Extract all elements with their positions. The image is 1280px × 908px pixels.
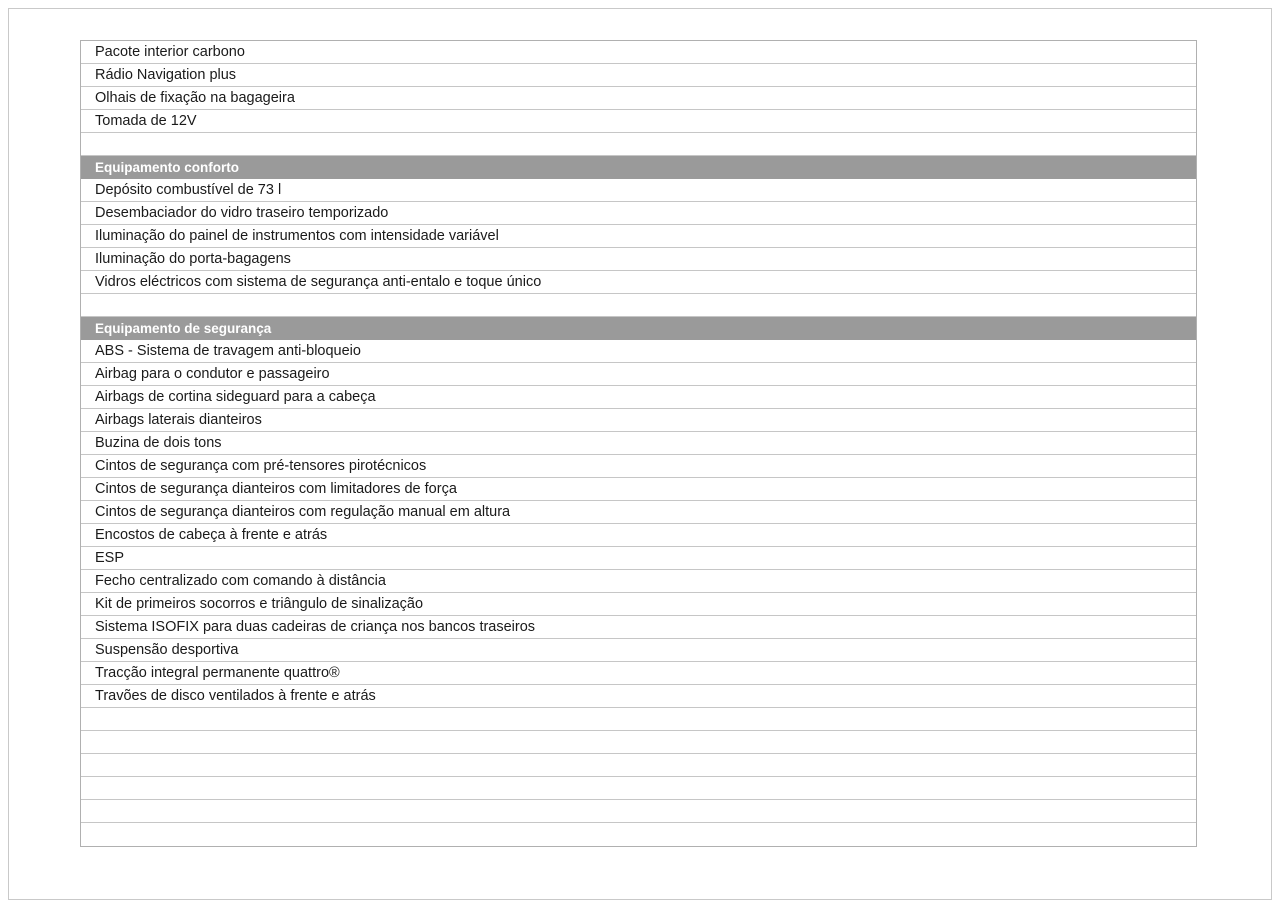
- equipment-list-table: [80, 40, 1197, 847]
- empty-row: [81, 708, 1196, 731]
- table-row: Kit de primeiros socorros e triângulo de sinalização: [81, 593, 1196, 616]
- table-row: Vidros eléctricos com sistema de segurança anti-entalo e toque único: [81, 271, 1196, 294]
- table-row: Desembaciador do vidro traseiro temporizado: [81, 202, 1196, 225]
- table-row: Pacote interior carbono: [81, 41, 1196, 64]
- table-row: Iluminação do porta-bagagens: [81, 248, 1196, 271]
- table-row: Suspensão desportiva: [81, 639, 1196, 662]
- table-row: Airbags de cortina sideguard para a cabeça: [81, 386, 1196, 409]
- table-row: Olhais de fixação na bagageira: [81, 87, 1196, 110]
- empty-row: [81, 754, 1196, 777]
- section-header: Equipamento conforto: [81, 156, 1196, 179]
- table-row: Depósito combustível de 73 l: [81, 179, 1196, 202]
- empty-row: [81, 800, 1196, 823]
- table-row: Buzina de dois tons: [81, 432, 1196, 455]
- table-row: Iluminação do painel de instrumentos com intensidade variável: [81, 225, 1196, 248]
- table-row: Fecho centralizado com comando à distância: [81, 570, 1196, 593]
- empty-row: [81, 777, 1196, 800]
- empty-row: [81, 823, 1196, 846]
- table-row: Tracção integral permanente quattro®: [81, 662, 1196, 685]
- table-row: Cintos de segurança com pré-tensores pirotécnicos: [81, 455, 1196, 478]
- table-row: Sistema ISOFIX para duas cadeiras de criança nos bancos traseiros: [81, 616, 1196, 639]
- section-header: Equipamento de segurança: [81, 317, 1196, 340]
- table-row: Travões de disco ventilados à frente e atrás: [81, 685, 1196, 708]
- table-row: Airbag para o condutor e passageiro: [81, 363, 1196, 386]
- table-row: Airbags laterais dianteiros: [81, 409, 1196, 432]
- table-row: Cintos de segurança dianteiros com regulação manual em altura: [81, 501, 1196, 524]
- table-row: Cintos de segurança dianteiros com limitadores de força: [81, 478, 1196, 501]
- table-row: ESP: [81, 547, 1196, 570]
- table-row: Tomada de 12V: [81, 110, 1196, 133]
- table-row: ABS - Sistema de travagem anti-bloqueio: [81, 340, 1196, 363]
- table-row: Rádio Navigation plus: [81, 64, 1196, 87]
- empty-row: [81, 731, 1196, 754]
- empty-row: [81, 133, 1196, 156]
- empty-row: [81, 294, 1196, 317]
- table-row: Encostos de cabeça à frente e atrás: [81, 524, 1196, 547]
